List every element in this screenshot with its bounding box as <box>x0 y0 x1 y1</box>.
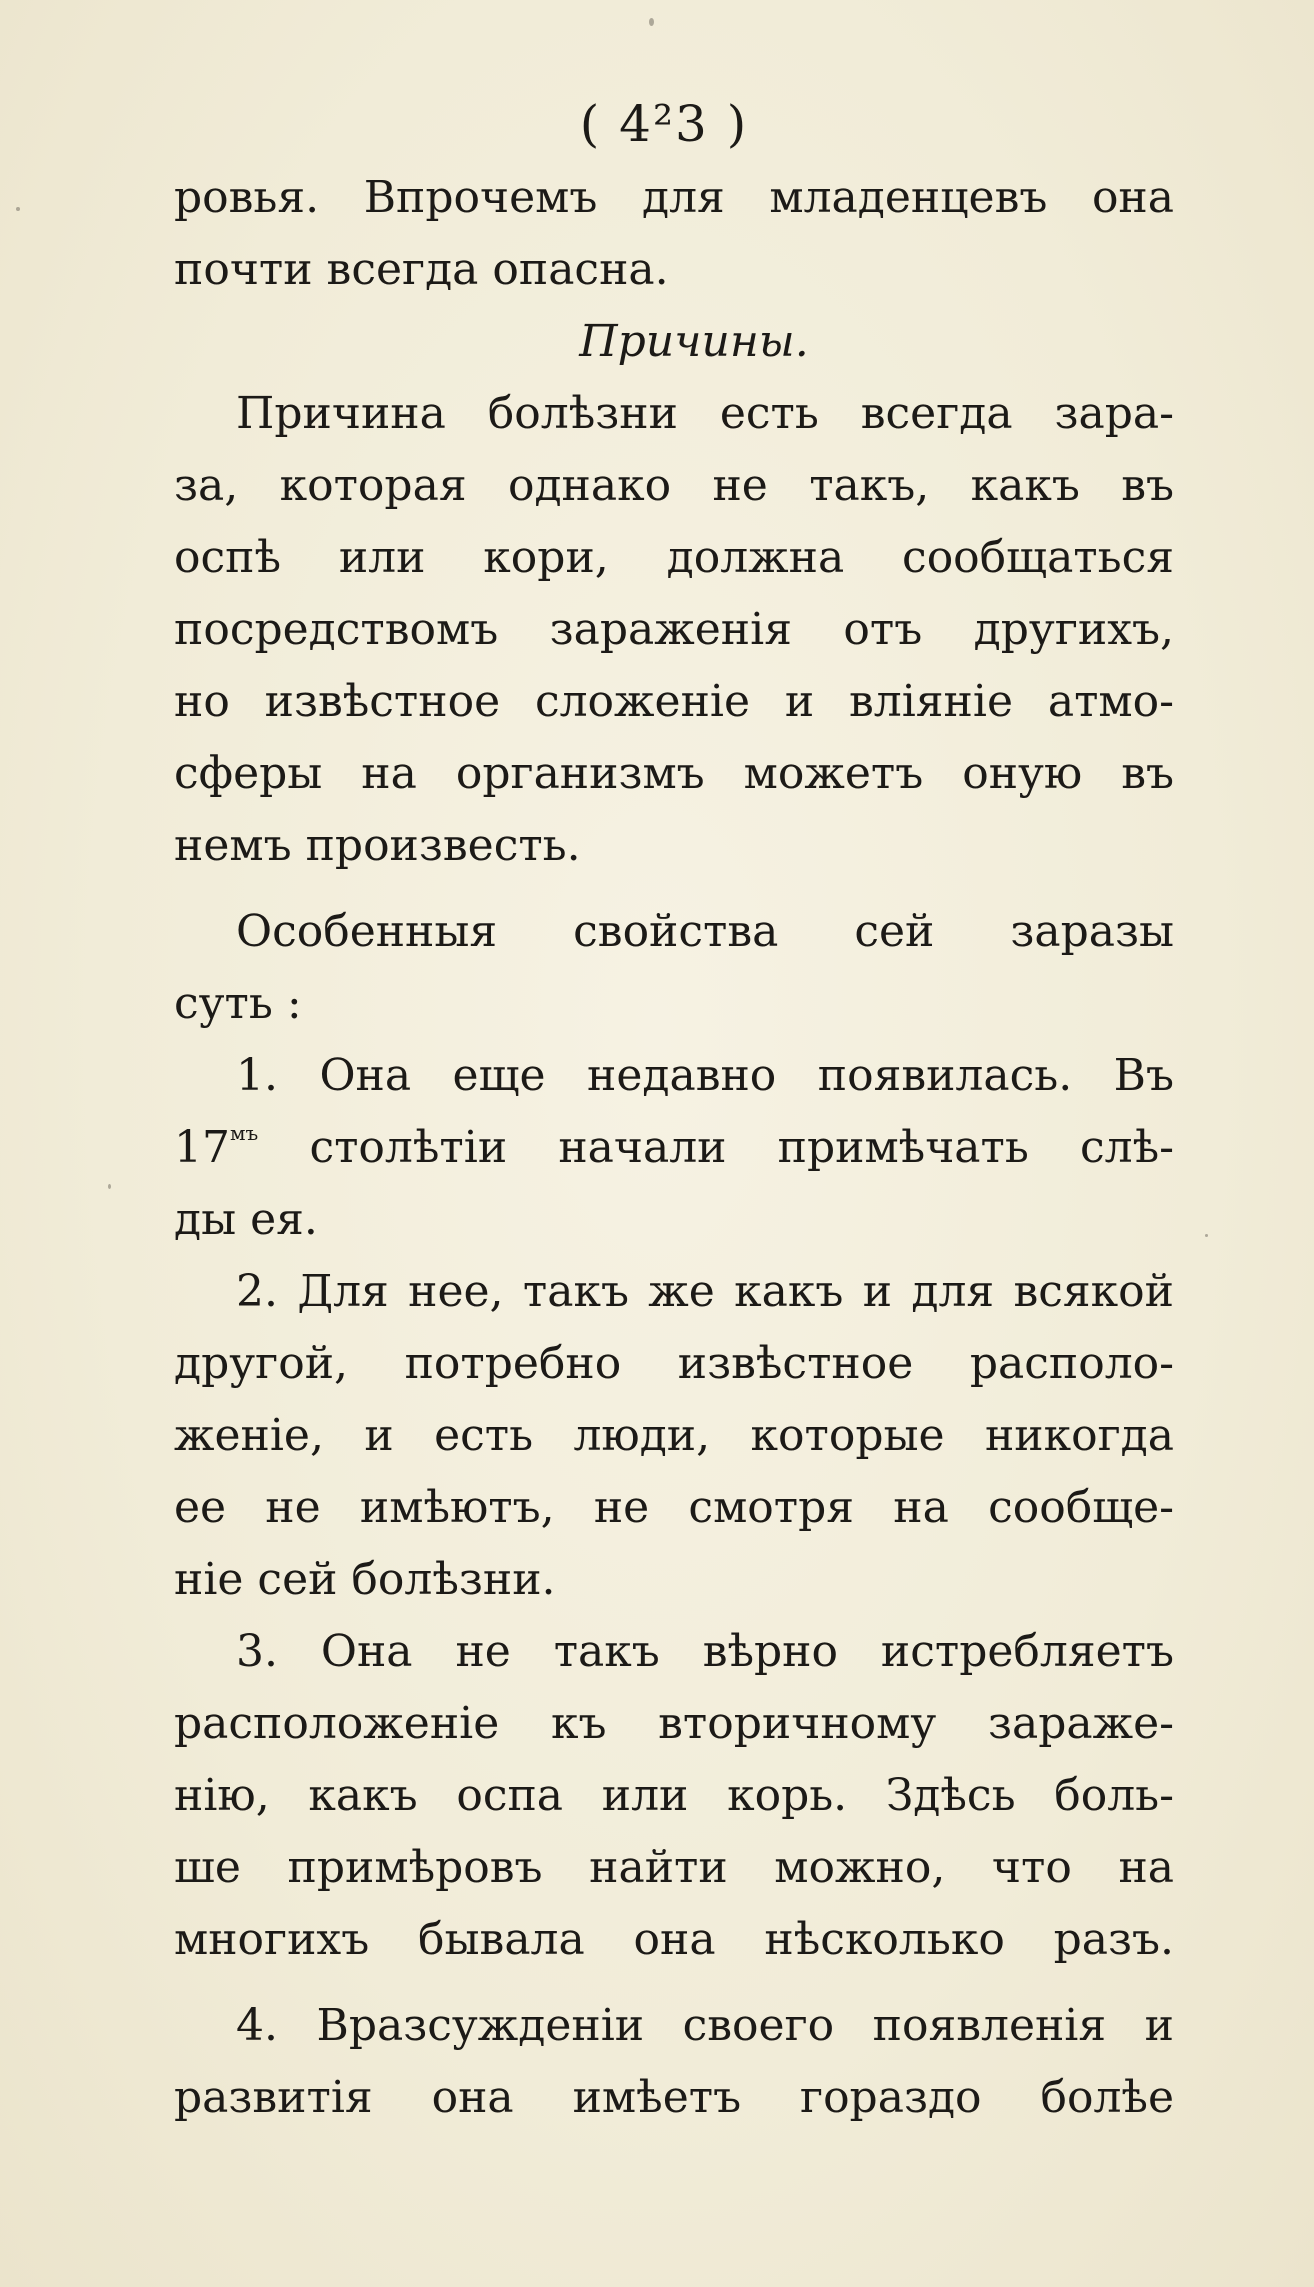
text-line: ровья. Впрочемъ для младенцевъ она <box>174 172 1174 223</box>
text-line: за, которая однако не такъ, какъ въ <box>174 460 1174 511</box>
text-line: посредствомъ зараженія отъ другихъ, <box>174 604 1174 655</box>
text-line: многихъ бывала она нѣсколько разъ. <box>174 1914 1174 1965</box>
text-line: почти всегда опасна. <box>174 244 669 295</box>
ordinal-suffix: мъ <box>230 1121 259 1145</box>
text-line: Причина болѣзни есть всегда зара- <box>236 388 1174 439</box>
text-line: ніе сей болѣзни. <box>174 1554 556 1605</box>
text-line: оспѣ или кори, должна сообщаться <box>174 532 1174 583</box>
text-line: 3. Она не такъ вѣрно истребляетъ <box>236 1626 1174 1677</box>
paragraph-gap <box>174 1976 1174 1990</box>
text-line: 4. Вразсужденіи своего появленія и <box>236 2000 1174 2051</box>
text-block <box>174 94 1174 2134</box>
text-line: немъ произвесть. <box>174 820 581 871</box>
paragraph-gap <box>174 882 1174 896</box>
text-line: 2. Для нее, такъ же какъ и для всякой <box>236 1266 1174 1317</box>
text-line: развитія она имѣетъ гораздо болѣе <box>174 2072 1174 2123</box>
text-line: Особенныя свойства сей заразы <box>236 906 1174 957</box>
text-line: ше примѣровъ найти можно, что на <box>174 1842 1174 1893</box>
text-line: сферы на организмъ можетъ оную въ <box>174 748 1174 799</box>
text-line: но извѣстное сложеніе и вліяніе атмо- <box>174 676 1174 727</box>
text-line: нію, какъ оспа или корь. Здѣсь боль- <box>174 1770 1174 1821</box>
text-line: расположеніе къ вторичному зараже- <box>174 1698 1174 1749</box>
text-line <box>174 1112 1174 1184</box>
page-number: ( 4²3 ) <box>579 95 749 153</box>
text-fragment: столѣтіи начали примѣчать слѣ- <box>258 1122 1174 1173</box>
century-number: 17 <box>174 1122 230 1173</box>
ink-speck <box>649 18 654 26</box>
text-line: ее не имѣютъ, не смотря на сообще- <box>174 1482 1174 1533</box>
ink-speck <box>1205 1234 1208 1237</box>
text-line: суть : <box>174 978 302 1029</box>
section-heading: Причины. <box>579 316 809 367</box>
text-line: 1. Она еще недавно появилась. Въ <box>236 1050 1174 1101</box>
ink-speck <box>108 1184 111 1189</box>
text-line: ды ея. <box>174 1194 318 1245</box>
ink-speck <box>16 207 20 211</box>
text-line: другой, потребно извѣстное располо- <box>174 1338 1174 1389</box>
text-line: женіе, и есть люди, которые никогда <box>174 1410 1174 1461</box>
